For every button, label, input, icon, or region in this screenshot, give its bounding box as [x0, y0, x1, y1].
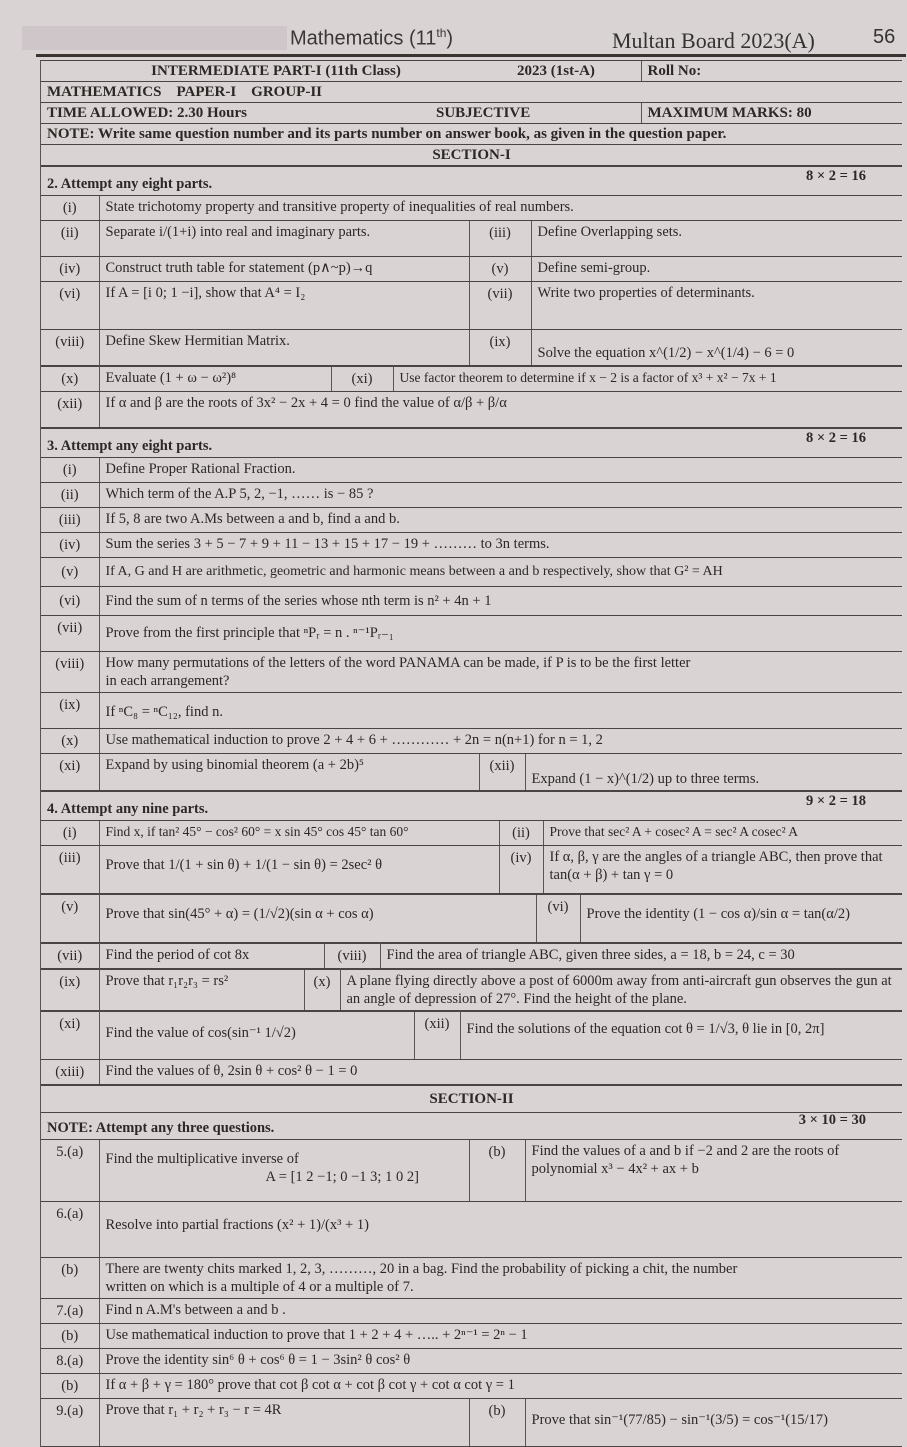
question-text: Use mathematical induction to prove that 1 + 2 + 4 + ….. + 2ⁿ⁻¹ = 2ⁿ − 1 [99, 1324, 902, 1349]
part-number: (iv) [41, 257, 99, 282]
q2-heading-text: 2. Attempt any eight parts. [47, 176, 213, 192]
q4-heading-text: 4. Attempt any nine parts. [47, 801, 209, 817]
part-number: (ii) [41, 221, 99, 257]
part-number: (vii) [41, 944, 99, 969]
part-text: If α, β, γ are the angles of a triangle ABC, then prove that tan(α + β) + tan γ = 0 [543, 846, 902, 894]
part-number: (iv) [499, 846, 543, 894]
q3-heading-text: 3. Attempt any eight parts. [47, 438, 213, 454]
exam-paper [40, 60, 902, 1447]
time-allowed [41, 103, 531, 124]
part-text: Find the solutions of the equation cot θ = 1/√3, θ lie in [0, 2π] [460, 1012, 902, 1060]
question-text: Prove that sin⁻¹(77/85) − sin⁻¹(3/5) = cos⁻¹(15/17) [525, 1399, 902, 1447]
part-number: (xi) [41, 1012, 99, 1060]
part-number: (vii) [41, 616, 99, 652]
part-text: Use factor theorem to determine if x − 2 is a factor of x³ + x² − 7x + 1 [393, 367, 902, 392]
section-2-title: SECTION-II [41, 1086, 902, 1113]
part-number: (i) [41, 821, 99, 846]
question-text [99, 1140, 469, 1202]
part-text: Define semi-group. [531, 257, 902, 282]
question-number: (b) [41, 1258, 99, 1299]
part-text: Define Overlapping sets. [531, 221, 902, 257]
part-text: If A = [i 0; 1 −i], show that A⁴ = I₂ [99, 282, 469, 330]
part-text: How many permutations of the letters of the word PANAMA can be made, if P is to be the first letter in each arrangement? [99, 652, 902, 693]
question-2 [41, 166, 902, 366]
header-rule [36, 54, 906, 57]
question-text: Find n A.M's between a and b . [99, 1299, 902, 1324]
part-text: Prove from the first principle that ⁿPᵣ = n . ⁿ⁻¹Pᵣ₋₁ [99, 616, 902, 652]
part-number: (xii) [41, 392, 99, 428]
paper-type: SUBJECTIVE [436, 105, 531, 121]
question-number: (b) [41, 1324, 99, 1349]
question-number: 6.(a) [41, 1202, 99, 1258]
q5a-text: Find the multiplicative inverse of [105, 1151, 299, 1167]
section-2-note-text: NOTE: Attempt any three questions. [47, 1120, 275, 1136]
part-text: Solve the equation x^(1/2) − x^(1/4) − 6 = 0 [531, 330, 902, 366]
question-4-cont-d [41, 1011, 902, 1085]
part-text: Define Skew Hermitian Matrix. [99, 330, 469, 366]
part-number: (v) [41, 895, 99, 943]
part-number: (vii) [469, 282, 531, 330]
q2-marks: 8 × 2 = 16 [805, 168, 866, 184]
paper-header-table [41, 60, 902, 166]
subject-text: Mathematics [290, 27, 404, 50]
part-text: Find the value of cos(sin⁻¹ 1/√2) [99, 1012, 414, 1060]
question-number: 7.(a) [41, 1299, 99, 1324]
question-4-cont-c [41, 969, 902, 1011]
part-number: (i) [41, 458, 99, 483]
question-number: (b) [469, 1399, 525, 1447]
part-text: If α and β are the roots of 3x² − 2x + 4 = 0 find the value of α/β + β/α [99, 392, 902, 428]
part-text: Prove that sin(45° + α) = (1/√2)(sin α + cos α) [99, 895, 536, 943]
paper-note: NOTE: Write same question number and its parts number on answer book, as given in the question paper. [41, 124, 902, 145]
part-text: Define Proper Rational Fraction. [99, 458, 902, 483]
part-text: Expand (1 − x)^(1/2) up to three terms. [525, 754, 902, 791]
q5a-matrix: A = [1 2 −1; 0 −1 3; 1 0 2] [265, 1169, 419, 1185]
part-text: Prove that sec² A + cosec² A = sec² A cosec² A [543, 821, 902, 846]
q4-heading [41, 792, 902, 821]
page-number: 56 [873, 26, 896, 48]
question-text: Resolve into partial fractions (x² + 1)/(x³ + 1) [99, 1202, 902, 1258]
part-text: If A, G and H are arithmetic, geometric and harmonic means between a and b respectively, show that G² = AH [99, 558, 902, 587]
q3-marks: 8 × 2 = 16 [805, 430, 866, 446]
class-close: ) [446, 27, 454, 50]
part-number: (viii) [41, 330, 99, 366]
part-text: Prove that 1/(1 + sin θ) + 1/(1 − sin θ) = 2sec² θ [99, 846, 499, 894]
part-text: Prove that r₁r₂r₃ = rs² [99, 970, 304, 1011]
q2-heading [41, 167, 902, 196]
question-text: Prove that r₁ + r₂ + r₃ − r = 4R [99, 1399, 469, 1447]
part-number: (iii) [41, 508, 99, 533]
max-marks: MAXIMUM MARKS: 80 [641, 103, 902, 124]
part-text: Sum the series 3 + 5 − 7 + 9 + 11 − 13 + 15 + 17 − 19 + ……… to 3n terms. [99, 533, 902, 558]
header-board: Multan Board 2023(A) [612, 28, 815, 53]
q3-heading [41, 429, 902, 458]
part-text: Find the values of θ, 2sin θ + cos² θ − 1 = 0 [99, 1060, 902, 1085]
part-number: (vi) [41, 282, 99, 330]
question-number: 5.(a) [41, 1140, 99, 1202]
question-4-cont-a [41, 894, 902, 943]
paper-title: INTERMEDIATE PART-I (11th Class) [41, 61, 511, 82]
paper-line: MATHEMATICS PAPER-I GROUP-II [41, 82, 902, 103]
part-text: Evaluate (1 + ω − ω²)⁸ [99, 367, 331, 392]
part-text: Which term of the A.P 5, 2, −1, …… is − 85 ? [99, 483, 902, 508]
part-number: (xii) [414, 1012, 460, 1060]
section-2-note [41, 1113, 902, 1140]
part-number: (ix) [41, 970, 99, 1011]
question-number: 8.(a) [41, 1349, 99, 1374]
part-number: (viii) [41, 652, 99, 693]
part-number: (vi) [536, 895, 580, 943]
part-text: Prove the identity (1 − cos α)/sin α = tan(α/2) [580, 895, 902, 943]
part-number: (x) [304, 970, 340, 1011]
part-number: (vi) [41, 587, 99, 616]
part-text: Expand by using binomial theorem (a + 2b)⁵ [99, 754, 479, 791]
header-subject [290, 26, 453, 51]
part-number: (x) [41, 367, 99, 392]
part-number: (ii) [41, 483, 99, 508]
class-sup: th [436, 26, 447, 40]
part-number: (xiii) [41, 1060, 99, 1085]
part-text: If ⁿC₈ = ⁿC₁₂, find n. [99, 693, 902, 729]
time-text: TIME ALLOWED: 2.30 Hours [47, 105, 248, 121]
section-2-marks: 3 × 10 = 30 [798, 1112, 866, 1128]
part-number: (v) [41, 558, 99, 587]
part-text: If 5, 8 are two A.Ms between a and b, find a and b. [99, 508, 902, 533]
part-number: (ii) [499, 821, 543, 846]
question-number: (b) [469, 1140, 525, 1202]
part-text: Find the sum of n terms of the series whose nth term is n² + 4n + 1 [99, 587, 902, 616]
page-header [0, 22, 907, 54]
question-3 [41, 428, 902, 791]
part-number: (iv) [41, 533, 99, 558]
part-number: (v) [469, 257, 531, 282]
question-text: There are twenty chits marked 1, 2, 3, ………, 20 in a bag. Find the probability of picking a chit, the number written on which is a multiple of 4 or a multiple of 7. [99, 1258, 902, 1299]
part-text: Write two properties of determinants. [531, 282, 902, 330]
question-number: (b) [41, 1374, 99, 1399]
part-text: Find x, if tan² 45° − cos² 60° = x sin 45° cos 45° tan 60° [99, 821, 499, 846]
part-number: (xi) [331, 367, 393, 392]
part-number: (i) [41, 196, 99, 221]
part-number: (xii) [479, 754, 525, 791]
section-1-title: SECTION-I [41, 145, 902, 166]
roll-no-label: Roll No: [641, 61, 902, 82]
question-number: 9.(a) [41, 1399, 99, 1447]
paper-year: 2023 (1st-A) [511, 61, 641, 82]
question-text: Prove the identity sin⁶ θ + cos⁶ θ = 1 − 3sin² θ cos² θ [99, 1349, 902, 1374]
part-text: Find the area of triangle ABC, given three sides, a = 18, b = 24, c = 30 [380, 944, 902, 969]
part-number: (x) [41, 729, 99, 754]
question-4 [41, 791, 902, 894]
part-text: State trichotomy property and transitive property of inequalities of real numbers. [99, 196, 902, 221]
part-text: Find the period of cot 8x [99, 944, 324, 969]
question-4-cont-b [41, 943, 902, 969]
part-number: (ix) [469, 330, 531, 366]
part-number: (ix) [41, 693, 99, 729]
section-2 [41, 1085, 902, 1447]
part-text: Separate i/(1+i) into real and imaginary parts. [99, 221, 469, 257]
part-number: (xi) [41, 754, 99, 791]
part-number: (viii) [324, 944, 380, 969]
part-number: (iii) [41, 846, 99, 894]
class-text: (11 [408, 27, 437, 50]
question-text: Find the values of a and b if −2 and 2 are the roots of polynomial x³ − 4x² + ax + b [525, 1140, 902, 1202]
part-text: Use mathematical induction to prove 2 + 4 + 6 + ………… + 2n = n(n+1) for n = 1, 2 [99, 729, 902, 754]
part-number: (iii) [469, 221, 531, 257]
question-text: If α + β + γ = 180° prove that cot β cot α + cot β cot γ + cot α cot γ = 1 [99, 1374, 902, 1399]
question-2-cont [41, 366, 902, 428]
part-text: Construct truth table for statement (p∧~p)→q [99, 257, 469, 282]
part-text: A plane flying directly above a post of 6000m away from anti-aircraft gun observes the gun at an angle of depression of 27°. Find the height of the plane. [340, 970, 902, 1011]
q4-marks: 9 × 2 = 18 [805, 793, 866, 809]
